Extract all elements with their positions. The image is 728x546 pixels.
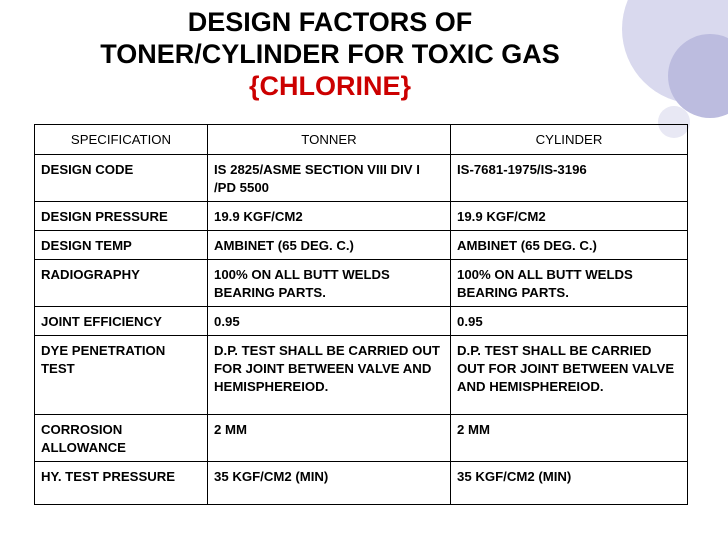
tonner-cell: 19.9 KGF/CM2 [208, 202, 451, 231]
title-accent: {CHLORINE} [248, 71, 411, 101]
cylinder-cell: 19.9 KGF/CM2 [451, 202, 688, 231]
header-tonner: TONNER [208, 125, 451, 155]
cylinder-cell: 35 KGF/CM2 (MIN) [451, 462, 688, 505]
cylinder-cell: AMBINET (65 DEG. C.) [451, 231, 688, 260]
header-specification: SPECIFICATION [35, 125, 208, 155]
row-label: DESIGN CODE [35, 155, 208, 202]
cylinder-cell: 100% ON ALL BUTT WELDS BEARING PARTS. [451, 260, 688, 307]
table-row [35, 307, 688, 336]
cylinder-cell: IS-7681-1975/IS-3196 [451, 155, 688, 202]
cylinder-cell: 0.95 [451, 307, 688, 336]
title-line-2: TONER/CYLINDER FOR TOXIC GAS [100, 39, 560, 69]
tonner-cell: 2 MM [208, 415, 451, 462]
header-cylinder: CYLINDER [451, 125, 688, 155]
table-header-row [35, 125, 688, 155]
table-row [35, 231, 688, 260]
tonner-cell: 35 KGF/CM2 (MIN) [208, 462, 451, 505]
table-row [35, 155, 688, 202]
row-label: RADIOGRAPHY [35, 260, 208, 307]
slide-title [30, 6, 630, 102]
table-row [35, 202, 688, 231]
row-label: DESIGN TEMP [35, 231, 208, 260]
table-row [35, 415, 688, 462]
table-row [35, 336, 688, 415]
row-label: CORROSION ALLOWANCE [35, 415, 208, 462]
title-line-1: DESIGN FACTORS OF [187, 7, 473, 37]
design-factors-table [34, 124, 688, 505]
tonner-cell: 0.95 [208, 307, 451, 336]
row-label: DESIGN PRESSURE [35, 202, 208, 231]
table-row [35, 260, 688, 307]
tonner-cell: IS 2825/ASME SECTION VIII DIV I /PD 5500 [208, 155, 451, 202]
tonner-cell: D.P. TEST SHALL BE CARRIED OUT FOR JOINT BETWEEN VALVE AND HEMISPHEREIOD. [208, 336, 451, 415]
tonner-cell: AMBINET (65 DEG. C.) [208, 231, 451, 260]
cylinder-cell: D.P. TEST SHALL BE CARRIED OUT FOR JOINT BETWEEN VALVE AND HEMISPHEREIOD. [451, 336, 688, 415]
tonner-cell: 100% ON ALL BUTT WELDS BEARING PARTS. [208, 260, 451, 307]
row-label: DYE PENETRATION TEST [35, 336, 208, 415]
row-label: HY. TEST PRESSURE [35, 462, 208, 505]
row-label: JOINT EFFICIENCY [35, 307, 208, 336]
cylinder-cell: 2 MM [451, 415, 688, 462]
table-row [35, 462, 688, 505]
